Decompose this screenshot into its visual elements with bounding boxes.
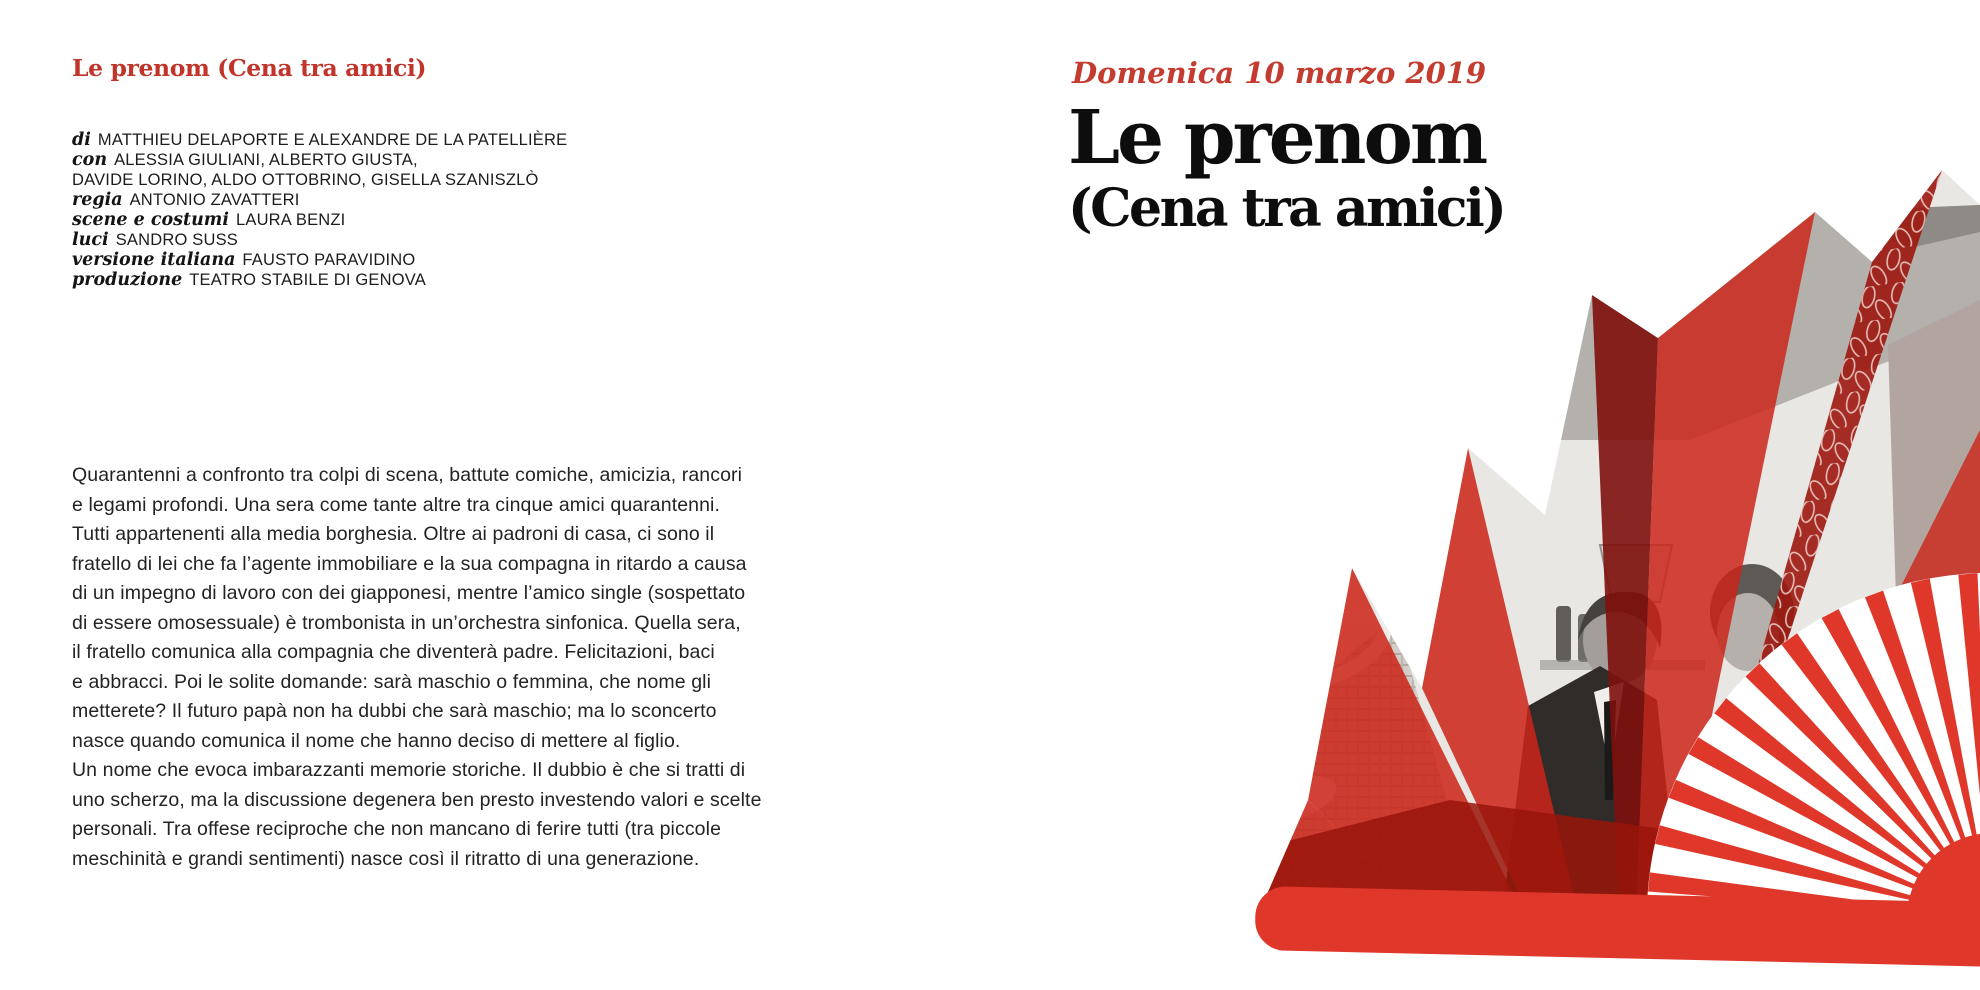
credit-value: LAURA BENZI bbox=[235, 211, 346, 229]
credit-value: FAUSTO PARAVIDINO bbox=[242, 251, 416, 269]
event-date: Domenica 10 marzo 2019 bbox=[1072, 56, 1487, 90]
synopsis-line: personali. Tra offese reciproche che non mancano di ferire tutti (tra piccole bbox=[72, 818, 722, 840]
credit-role-label: con bbox=[72, 150, 108, 170]
credit-value: ALESSIA GIULIANI, ALBERTO GIUSTA, bbox=[114, 151, 418, 169]
synopsis-line: di un impegno di lavoro con dei giapponesi, mentre l’amico single (sospettato bbox=[72, 582, 746, 604]
title-line-2: (Cena tra amici) bbox=[1068, 178, 1505, 239]
credit-value: TEATRO STABILE DI GENOVA bbox=[189, 271, 426, 289]
synopsis-line: nasce quando comunica il nome che hanno deciso di mettere al figlio. bbox=[72, 729, 681, 752]
credit-role-label: di bbox=[72, 130, 91, 150]
synopsis-line: Un nome che evoca imbarazzanti memorie storiche. Il dubbio è che si tratti di bbox=[72, 759, 746, 781]
credit-value: SANDRO SUSS bbox=[115, 231, 238, 249]
credit-role-label: luci bbox=[72, 230, 109, 250]
credit-role-label: scene e costumi bbox=[72, 210, 229, 230]
credit-role-label: versione italiana bbox=[72, 250, 236, 270]
synopsis-line: e legami profondi. Una sera come tante altre tra cinque amici quarantenni. bbox=[72, 493, 721, 516]
credit-value: ANTONIO ZAVATTERI bbox=[129, 191, 300, 209]
page-title-left: Le prenom (Cena tra amici) bbox=[72, 54, 427, 82]
synopsis-line: il fratello comunica alla compagnia che diventerà padre. Felicitazioni, baci bbox=[72, 641, 715, 663]
synopsis-line: e abbracci. Poi le solite domande: sarà maschio o femmina, che nome gli bbox=[72, 670, 712, 693]
credit-role-label: regia bbox=[72, 190, 123, 210]
synopsis-line: metterete? Il futuro papà non ha dubbi che sarà maschio; ma lo sconcerto bbox=[72, 700, 717, 722]
synopsis-line: Quarantenni a confronto tra colpi di scena, battute comiche, amicizia, rancori bbox=[72, 464, 743, 486]
synopsis-line: fratello di lei che fa l’agente immobiliare e la sua compagna in ritardo a causa bbox=[72, 552, 747, 575]
credit-value: DAVIDE LORINO, ALDO OTTOBRINO, GISELLA SZANISZLÒ bbox=[72, 171, 539, 189]
credit-role-label: produzione bbox=[72, 270, 183, 290]
synopsis-line: di essere omosessuale) è trombonista in un’orchestra sinfonica. Quella sera, bbox=[72, 611, 741, 634]
synopsis-line: meschinità e grandi sentimenti) nasce così il ritratto di una generazione. bbox=[72, 847, 700, 870]
synopsis-line: uno scherzo, ma la discussione degenera ben presto investendo valori e scelte bbox=[72, 788, 762, 811]
synopsis-line: Tutti appartenenti alla media borghesia. Oltre ai padroni di casa, ci sono il bbox=[72, 523, 715, 545]
title-line-1: Le prenom bbox=[1068, 95, 1486, 181]
credit-value: MATTHIEU DELAPORTE E ALEXANDRE DE LA PATELLIÈRE bbox=[97, 131, 568, 149]
